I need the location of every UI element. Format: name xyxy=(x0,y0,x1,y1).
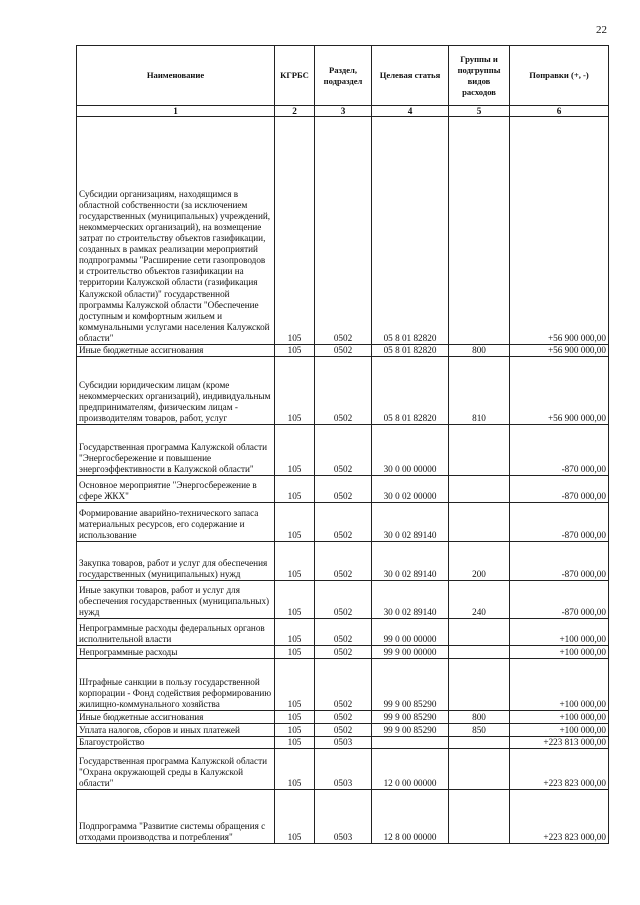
header-section: Раздел, подраздел xyxy=(315,46,372,106)
row-target: 99 9 00 00000 xyxy=(372,646,449,659)
row-name: Непрограммные расходы федеральных органов исполнительной власти xyxy=(77,619,275,646)
row-kgrbs: 105 xyxy=(275,503,315,542)
row-target: 30 0 02 89140 xyxy=(372,542,449,581)
row-section: 0502 xyxy=(315,345,372,357)
row-section: 0502 xyxy=(315,581,372,619)
row-group xyxy=(449,503,510,542)
row-target: 12 0 00 00000 xyxy=(372,749,449,790)
table-row xyxy=(77,659,609,711)
row-kgrbs: 105 xyxy=(275,790,315,844)
row-kgrbs: 105 xyxy=(275,345,315,357)
row-group: 200 xyxy=(449,542,510,581)
header-name: Наименование xyxy=(77,46,275,106)
table-row xyxy=(77,345,609,357)
row-target: 30 0 00 00000 xyxy=(372,425,449,476)
row-target: 05 8 01 82820 xyxy=(372,357,449,425)
row-group: 850 xyxy=(449,724,510,737)
row-section: 0503 xyxy=(315,790,372,844)
row-section: 0502 xyxy=(315,425,372,476)
row-name: Субсидии организациям, находящимся в областной собственности (за исключением государственных (муниципальных) учреждений, некоммерческих организаций), на возмещение затрат по строительству объектов газификации, созданных в рамках реализации мероприятий подпрограммы "Расширение сети газопроводов и строительство объектов газификации на территории Калужской области (газификация Калужской области)" государственной программы Калужской области "Обеспечение доступным и комфортным жильем и коммунальными услугами населения Калужской области" xyxy=(77,117,275,345)
row-group: 240 xyxy=(449,581,510,619)
row-kgrbs: 105 xyxy=(275,542,315,581)
row-kgrbs: 105 xyxy=(275,749,315,790)
row-group: 800 xyxy=(449,345,510,357)
row-name: Уплата налогов, сборов и иных платежей xyxy=(77,724,275,737)
row-group xyxy=(449,790,510,844)
table-row xyxy=(77,737,609,749)
row-amount: -870 000,00 xyxy=(510,425,609,476)
table-row xyxy=(77,724,609,737)
column-number: 5 xyxy=(449,106,510,117)
row-target: 30 0 02 00000 xyxy=(372,476,449,503)
row-group xyxy=(449,749,510,790)
row-group xyxy=(449,737,510,749)
table-row xyxy=(77,476,609,503)
budget-table xyxy=(76,45,609,844)
row-amount: -870 000,00 xyxy=(510,476,609,503)
row-section: 0502 xyxy=(315,476,372,503)
row-group: 800 xyxy=(449,711,510,724)
row-kgrbs: 105 xyxy=(275,711,315,724)
row-section: 0502 xyxy=(315,724,372,737)
row-target: 05 8 01 82820 xyxy=(372,117,449,345)
row-kgrbs: 105 xyxy=(275,476,315,503)
row-target: 30 0 02 89140 xyxy=(372,503,449,542)
row-kgrbs: 105 xyxy=(275,646,315,659)
row-amount: +100 000,00 xyxy=(510,724,609,737)
row-amount: +223 823 000,00 xyxy=(510,749,609,790)
row-name: Иные закупки товаров, работ и услуг для обеспечения государственных (муниципальных) нужд xyxy=(77,581,275,619)
row-target: 99 9 00 85290 xyxy=(372,711,449,724)
row-name: Государственная программа Калужской области "Охрана окружающей среды в Калужской области" xyxy=(77,749,275,790)
row-group xyxy=(449,659,510,711)
row-group xyxy=(449,619,510,646)
header-kgrbs: КГРБС xyxy=(275,46,315,106)
table-row xyxy=(77,542,609,581)
row-kgrbs: 105 xyxy=(275,357,315,425)
row-kgrbs: 105 xyxy=(275,619,315,646)
row-amount: +100 000,00 xyxy=(510,659,609,711)
column-number: 3 xyxy=(315,106,372,117)
header-groups: Группы и подгруппы видов расходов xyxy=(449,46,510,106)
row-amount: -870 000,00 xyxy=(510,542,609,581)
row-name: Благоустройство xyxy=(77,737,275,749)
row-group xyxy=(449,425,510,476)
column-number: 4 xyxy=(372,106,449,117)
column-number-row xyxy=(77,106,609,117)
row-target xyxy=(372,737,449,749)
table-row xyxy=(77,425,609,476)
row-amount: +56 900 000,00 xyxy=(510,357,609,425)
row-amount: +223 813 000,00 xyxy=(510,737,609,749)
row-name: Формирование аварийно-технического запаса материальных ресурсов, его содержание и использование xyxy=(77,503,275,542)
row-name: Закупка товаров, работ и услуг для обеспечения государственных (муниципальных) нужд xyxy=(77,542,275,581)
row-section: 0502 xyxy=(315,117,372,345)
row-target: 99 9 00 85290 xyxy=(372,724,449,737)
row-section: 0502 xyxy=(315,711,372,724)
row-amount: +56 900 000,00 xyxy=(510,117,609,345)
table-row xyxy=(77,711,609,724)
row-kgrbs: 105 xyxy=(275,724,315,737)
row-section: 0502 xyxy=(315,646,372,659)
header-amendments: Поправки (+, -) xyxy=(510,46,609,106)
row-group: 810 xyxy=(449,357,510,425)
column-number: 6 xyxy=(510,106,609,117)
row-section: 0502 xyxy=(315,357,372,425)
row-target: 30 0 02 89140 xyxy=(372,581,449,619)
table-row xyxy=(77,503,609,542)
row-amount: +100 000,00 xyxy=(510,619,609,646)
row-group xyxy=(449,646,510,659)
row-kgrbs: 105 xyxy=(275,581,315,619)
row-target: 99 9 00 85290 xyxy=(372,659,449,711)
row-section: 0502 xyxy=(315,659,372,711)
row-kgrbs: 105 xyxy=(275,737,315,749)
row-section: 0502 xyxy=(315,619,372,646)
row-group xyxy=(449,476,510,503)
row-amount: -870 000,00 xyxy=(510,581,609,619)
row-target: 05 8 01 82820 xyxy=(372,345,449,357)
column-number: 1 xyxy=(77,106,275,117)
row-section: 0503 xyxy=(315,749,372,790)
table-row xyxy=(77,790,609,844)
row-name: Подпрограмма "Развитие системы обращения с отходами производства и потребления" xyxy=(77,790,275,844)
row-amount: +56 900 000,00 xyxy=(510,345,609,357)
row-amount: -870 000,00 xyxy=(510,503,609,542)
row-section: 0502 xyxy=(315,503,372,542)
page-number: 22 xyxy=(596,24,607,36)
row-target: 99 0 00 00000 xyxy=(372,619,449,646)
row-name: Субсидии юридическим лицам (кроме некоммерческих организаций), индивидуальным предпринимателям, физическим лицам - производителям товаров, работ, услуг xyxy=(77,357,275,425)
table-row xyxy=(77,749,609,790)
column-number: 2 xyxy=(275,106,315,117)
table-row xyxy=(77,357,609,425)
row-name: Иные бюджетные ассигнования xyxy=(77,711,275,724)
row-name: Иные бюджетные ассигнования xyxy=(77,345,275,357)
table-row xyxy=(77,117,609,345)
row-kgrbs: 105 xyxy=(275,659,315,711)
row-name: Непрограммные расходы xyxy=(77,646,275,659)
row-target: 12 8 00 00000 xyxy=(372,790,449,844)
row-name: Основное мероприятие "Энергосбережение в сфере ЖКХ" xyxy=(77,476,275,503)
row-amount: +100 000,00 xyxy=(510,711,609,724)
row-section: 0502 xyxy=(315,542,372,581)
table-row xyxy=(77,581,609,619)
row-amount: +223 823 000,00 xyxy=(510,790,609,844)
row-name: Государственная программа Калужской области "Энергосбережение и повышение энергоэффективности в Калужской области" xyxy=(77,425,275,476)
header-target: Целевая статья xyxy=(372,46,449,106)
table-row xyxy=(77,646,609,659)
row-kgrbs: 105 xyxy=(275,117,315,345)
row-kgrbs: 105 xyxy=(275,425,315,476)
header-row xyxy=(77,46,609,106)
row-group xyxy=(449,117,510,345)
table-row xyxy=(77,619,609,646)
row-section: 0503 xyxy=(315,737,372,749)
row-name: Штрафные санкции в пользу государственной корпорации - Фонд содействия реформированию жилищно-коммунального хозяйства xyxy=(77,659,275,711)
row-amount: +100 000,00 xyxy=(510,646,609,659)
